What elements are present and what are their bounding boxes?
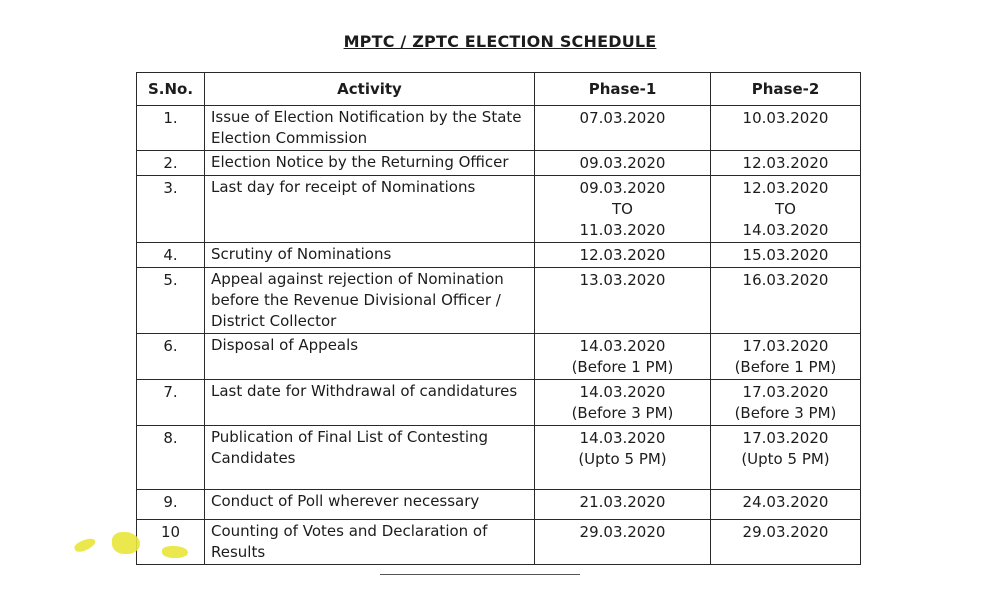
- phase-2-cell-line: TO: [775, 200, 796, 218]
- table-row: [137, 520, 861, 565]
- schedule-table-frame: [136, 72, 862, 572]
- phase-2-cell: [711, 106, 861, 151]
- phase-2-cell: [711, 380, 861, 426]
- phase-2-cell: [711, 426, 861, 490]
- activity-cell-line: Last day for receipt of Nominations: [211, 178, 476, 196]
- highlighter-mark: [73, 536, 97, 554]
- activity-cell-line: Candidates: [211, 449, 296, 467]
- phase-2-cell-line: 12.03.2020: [742, 154, 829, 172]
- phase-2-cell-line: (Before 1 PM): [734, 358, 837, 376]
- phase-2-cell: [711, 334, 861, 380]
- activity-cell: [205, 268, 535, 334]
- table-row: [137, 176, 861, 243]
- serial-number-cell: 9.: [137, 490, 205, 520]
- phase-2-cell-line: 12.03.2020: [742, 179, 829, 197]
- phase-2-cell-line: 15.03.2020: [742, 246, 829, 264]
- phase-1-cell: [535, 334, 711, 380]
- highlighter-mark: [112, 532, 140, 554]
- serial-number-cell: 2.: [137, 151, 205, 176]
- phase-1-cell: [535, 426, 711, 490]
- table-row: [137, 380, 861, 426]
- table-row: [137, 243, 861, 268]
- header-sno: S.No.: [137, 73, 205, 106]
- phase-2-cell: [711, 176, 861, 243]
- phase-2-cell-line: 29.03.2020: [742, 523, 829, 541]
- serial-number-cell: 5.: [137, 268, 205, 334]
- activity-cell: [205, 520, 535, 565]
- phase-1-cell-line: 09.03.2020: [579, 154, 666, 172]
- phase-2-cell: [711, 520, 861, 565]
- table-row: [137, 106, 861, 151]
- serial-number-cell: 8.: [137, 426, 205, 490]
- table-body: [137, 106, 861, 565]
- phase-2-cell-line: 17.03.2020: [742, 429, 829, 447]
- activity-cell-line: Scrutiny of Nominations: [211, 245, 392, 263]
- phase-1-cell-line: (Before 1 PM): [571, 358, 674, 376]
- document-title: MPTC / ZPTC ELECTION SCHEDULE: [343, 32, 657, 51]
- phase-1-cell-line: (Upto 5 PM): [578, 450, 667, 468]
- phase-2-cell-line: (Upto 5 PM): [741, 450, 830, 468]
- serial-number-cell: 6.: [137, 334, 205, 380]
- phase-1-cell: [535, 106, 711, 151]
- phase-2-cell-line: 24.03.2020: [742, 493, 829, 511]
- serial-number-cell: 7.: [137, 380, 205, 426]
- activity-cell-line: Appeal against rejection of Nomination: [211, 270, 504, 288]
- activity-cell-line: Conduct of Poll wherever necessary: [211, 492, 480, 510]
- phase-2-cell: [711, 243, 861, 268]
- phase-1-cell: [535, 243, 711, 268]
- phase-2-cell-line: (Before 3 PM): [734, 404, 837, 422]
- phase-1-cell-line: 14.03.2020: [579, 429, 666, 447]
- phase-1-cell-line: (Before 3 PM): [571, 404, 674, 422]
- phase-1-cell: [535, 520, 711, 565]
- table-row: [137, 268, 861, 334]
- activity-cell-line: District Collector: [211, 312, 337, 330]
- phase-1-cell-line: 07.03.2020: [579, 109, 666, 127]
- phase-1-cell: [535, 268, 711, 334]
- phase-1-cell-line: 13.03.2020: [579, 271, 666, 289]
- phase-1-cell: [535, 490, 711, 520]
- header-phase-2: Phase-2: [711, 73, 861, 106]
- phase-1-cell: [535, 176, 711, 243]
- activity-cell-line: before the Revenue Divisional Officer /: [211, 291, 501, 309]
- activity-cell: [205, 380, 535, 426]
- election-schedule-table: [136, 72, 861, 565]
- phase-1-cell-line: 14.03.2020: [579, 337, 666, 355]
- highlighter-mark: [162, 546, 188, 558]
- activity-cell-line: Election Commission: [211, 129, 368, 147]
- phase-1-cell-line: TO: [612, 200, 633, 218]
- phase-1-cell-line: 21.03.2020: [579, 493, 666, 511]
- activity-cell-line: Results: [211, 543, 266, 561]
- serial-number-cell: 10: [137, 520, 205, 565]
- phase-2-cell-line: 17.03.2020: [742, 337, 829, 355]
- activity-cell: [205, 176, 535, 243]
- activity-cell-line: Election Notice by the Returning Officer: [211, 153, 509, 171]
- activity-cell: [205, 243, 535, 268]
- table-row: [137, 426, 861, 490]
- activity-cell-line: Last date for Withdrawal of candidatures: [211, 382, 518, 400]
- activity-cell-line: Publication of Final List of Contesting: [211, 428, 489, 446]
- activity-cell: [205, 334, 535, 380]
- table-row: [137, 151, 861, 176]
- bottom-rule: [380, 574, 580, 575]
- serial-number-cell: 1.: [137, 106, 205, 151]
- phase-2-cell: [711, 151, 861, 176]
- header-phase-1: Phase-1: [535, 73, 711, 106]
- phase-1-cell-line: 11.03.2020: [579, 221, 666, 239]
- phase-2-cell: [711, 268, 861, 334]
- phase-2-cell-line: 16.03.2020: [742, 271, 829, 289]
- phase-1-cell-line: 29.03.2020: [579, 523, 666, 541]
- phase-2-cell-line: 14.03.2020: [742, 221, 829, 239]
- activity-cell-line: Disposal of Appeals: [211, 336, 359, 354]
- phase-1-cell: [535, 380, 711, 426]
- table-row: [137, 334, 861, 380]
- phase-2-cell: [711, 490, 861, 520]
- serial-number-cell: 4.: [137, 243, 205, 268]
- phase-1-cell-line: 09.03.2020: [579, 179, 666, 197]
- activity-cell: [205, 426, 535, 490]
- activity-cell: [205, 151, 535, 176]
- activity-cell-line: Counting of Votes and Declaration of: [211, 522, 488, 540]
- activity-cell: [205, 490, 535, 520]
- activity-cell: [205, 106, 535, 151]
- serial-number-cell: 3.: [137, 176, 205, 243]
- phase-2-cell-line: 10.03.2020: [742, 109, 829, 127]
- phase-1-cell-line: 14.03.2020: [579, 383, 666, 401]
- phase-1-cell-line: 12.03.2020: [579, 246, 666, 264]
- phase-2-cell-line: 17.03.2020: [742, 383, 829, 401]
- table-header-row: [137, 73, 861, 106]
- activity-cell-line: Issue of Election Notification by the State: [211, 108, 522, 126]
- table-row: [137, 490, 861, 520]
- phase-1-cell: [535, 151, 711, 176]
- header-activity: Activity: [205, 73, 535, 106]
